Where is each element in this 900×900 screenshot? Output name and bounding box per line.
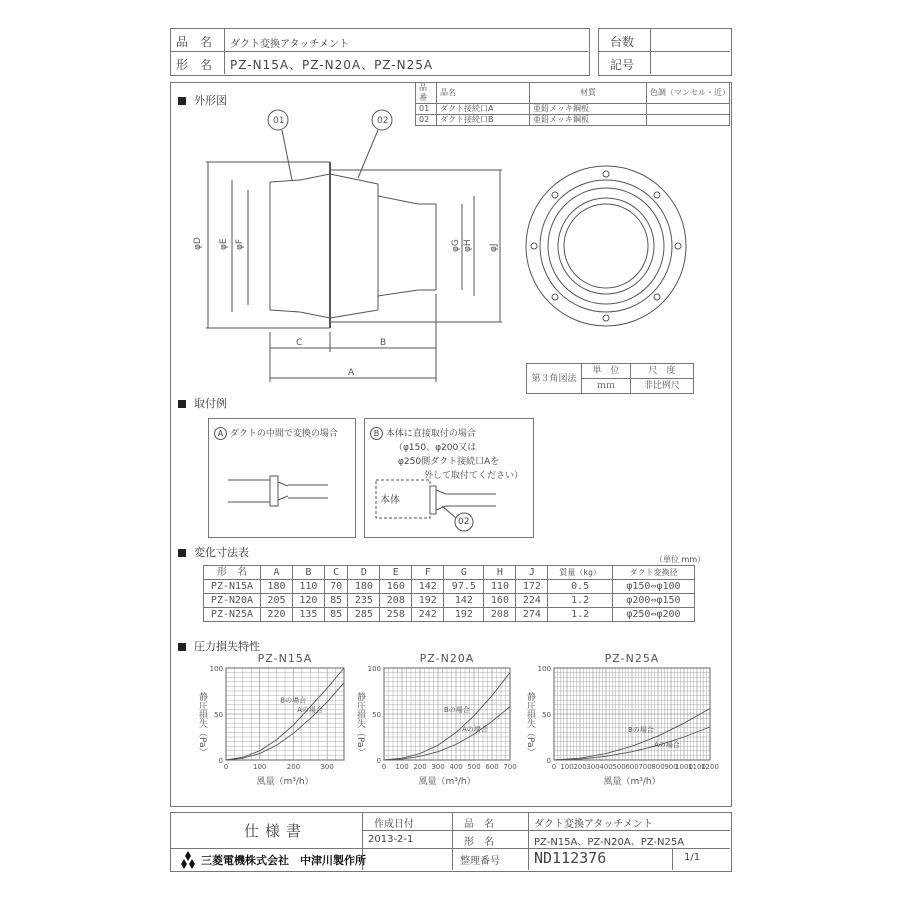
dim-header-cell: H (484, 566, 516, 580)
part01-taper-top (300, 174, 330, 180)
mounting-a-title (214, 426, 338, 440)
x-tick-label: 600 (485, 763, 499, 771)
dim-cell: 97.5 (444, 580, 484, 594)
x-axis-label: 風量（m³/h） (418, 777, 476, 787)
daisu-label: 台数 (610, 35, 635, 49)
body-label: 本体 (380, 495, 400, 506)
dim-cell: 220 (261, 608, 293, 622)
mounting-b-drawing (364, 478, 532, 534)
series-label: Bの場合 (628, 726, 654, 735)
dim-header-cell: C (324, 566, 348, 580)
header-divider-v (224, 28, 225, 74)
chart-title: PZ-N25A (604, 652, 660, 665)
dim-cell: 85 (324, 594, 348, 608)
front-outer (526, 166, 686, 326)
dim-cell: 205 (261, 594, 293, 608)
adapter-flange (270, 476, 278, 506)
dim-row (204, 594, 695, 608)
dim-cell: 242 (412, 608, 444, 622)
bolt-hole (603, 171, 609, 177)
dimension-table (203, 565, 695, 622)
bolt-hole (675, 243, 681, 249)
dim-cell: 192 (412, 594, 444, 608)
katamei-value: PZ-N15A、PZ-N20A、PZ-N25A (230, 58, 434, 72)
dim-cell: 110 (484, 580, 516, 594)
parts-header-cell: 色調（マンセル・近） (647, 83, 730, 104)
footer-seiri-label: 整理番号 (460, 856, 500, 867)
x-tick-label: 100 (253, 763, 267, 771)
dim-cell: 180 (348, 580, 380, 594)
dim-cell: PZ-N25A (204, 608, 261, 622)
y-tick-label: 50 (542, 711, 551, 719)
outline-drawing (170, 100, 730, 400)
front-spigot-outer (558, 198, 654, 294)
footer-katamei-label: 形 名 (464, 837, 494, 848)
part01-bottom (270, 310, 300, 312)
dim-cell: 1.2 (548, 594, 613, 608)
section-pressure: 圧力損失特性 (178, 638, 260, 654)
x-tick-label: 200 (573, 763, 587, 771)
dim-g-label: φG (451, 239, 461, 252)
x-axis-label: 風量（m³/h） (603, 777, 661, 787)
dim-header-cell: D (348, 566, 380, 580)
front-flange (540, 180, 672, 312)
x-tick-label: 1000 (675, 763, 693, 771)
company-name: 三菱電機株式会社 中津川製作所 (201, 854, 366, 867)
footer-hinmei-value: ダクト変換アタッチメント (534, 819, 653, 830)
series-label: Bの場合 (280, 696, 307, 705)
dim-header-cell: 形 名 (204, 566, 261, 580)
x-tick-label: 500 (467, 763, 481, 771)
y-axis-label: 静圧損失（Pa） (355, 692, 365, 757)
dim-h-label: φH (463, 239, 473, 252)
x-tick-label: 800 (651, 763, 665, 771)
front-ring (548, 188, 664, 304)
footer-divider (452, 830, 730, 831)
x-tick-label: 400 (599, 763, 613, 771)
unit-value: ｍｍ (582, 379, 631, 394)
front-spigot-inner (564, 204, 648, 288)
dim-cell: 135 (292, 608, 324, 622)
company-logo (178, 851, 198, 873)
dim-header-cell: A (261, 566, 293, 580)
dim-row (204, 608, 695, 622)
adapter-cone (436, 490, 446, 494)
dim-cell: φ200⇔φ150 (612, 594, 694, 608)
dim-cell: 85 (324, 608, 348, 622)
footer-divider (170, 848, 730, 849)
x-tick-label: 100 (395, 763, 409, 771)
dim-cell: 120 (292, 594, 324, 608)
dim-header-cell: 質量（kg） (548, 566, 613, 580)
dim-cell: 160 (380, 580, 412, 594)
callout-01-leader (282, 130, 292, 180)
adapter-cone (278, 496, 288, 500)
parts-cell: ダクト接続口A (437, 104, 530, 115)
dim-cell: 208 (380, 594, 412, 608)
y-tick-label: 0 (376, 757, 381, 765)
dim-header-cell: G (444, 566, 484, 580)
x-axis-label: 風量（m³/h） (256, 777, 314, 787)
header-divider (170, 51, 588, 52)
dim-j-label: φJ (489, 243, 499, 252)
x-tick-label: 900 (664, 763, 678, 771)
x-tick-label: 700 (503, 763, 517, 771)
x-tick-label: 1200 (701, 763, 719, 771)
three-diamonds-logo (178, 851, 198, 869)
x-tick-label: 600 (625, 763, 639, 771)
dim-cell: 160 (484, 594, 516, 608)
callout-02-leader (358, 130, 378, 178)
kigo-label: 記号 (610, 58, 635, 72)
section-mounting: 取付例 (178, 395, 227, 411)
dim-cell: 224 (516, 594, 548, 608)
dim-cell: 110 (292, 580, 324, 594)
mounting-a-text: ダクトの中間で変換の場合 (229, 429, 338, 439)
x-tick-label: 300 (320, 763, 334, 771)
bolt-hole (654, 192, 660, 198)
count-divider-v (650, 28, 651, 74)
dim-cell: 1.2 (548, 608, 613, 622)
bolt-hole (552, 294, 558, 300)
dim-cell: PZ-N20A (204, 594, 261, 608)
dim-header-cell: ダクト変換径 (612, 566, 694, 580)
pressure-charts (170, 648, 730, 798)
footer-date-label: 作成日付 (374, 819, 414, 830)
dim-cell: 180 (261, 580, 293, 594)
y-tick-label: 100 (537, 665, 551, 673)
dim-cell: 235 (348, 594, 380, 608)
x-tick-label: 0 (551, 763, 557, 771)
mounting-callout: 02 (458, 517, 470, 527)
x-tick-label: 100 (560, 763, 574, 771)
y-tick-label: 0 (546, 757, 551, 765)
neck-bottom (378, 290, 418, 296)
count-divider (598, 51, 730, 52)
bolt-hole (552, 192, 558, 198)
cone-bottom (330, 310, 378, 318)
dim-cell: 172 (516, 580, 548, 594)
x-tick-label: 200 (286, 763, 301, 771)
dim-f-label: φF (235, 238, 245, 250)
parts-cell: 01 (416, 104, 437, 115)
unit-table (526, 363, 694, 394)
callout-01-text: 01 (273, 116, 285, 126)
hinmei-label: 品 名 (176, 35, 213, 49)
mounting-b-line: φ250側ダクト接続口Aを (398, 457, 500, 467)
dim-e-label: φE (219, 238, 229, 250)
adapter-flange (430, 486, 436, 514)
x-tick-label: 500 (612, 763, 626, 771)
y-tick-label: 50 (372, 711, 381, 719)
mounting-a-drawing (208, 470, 354, 510)
series-label: Aの場合 (297, 706, 323, 715)
adapter-cone (278, 482, 288, 486)
y-tick-label: 50 (214, 711, 223, 719)
y-tick-label: 0 (218, 757, 223, 765)
footer-page: 1/1 (684, 852, 701, 863)
dim-d-label: φD (193, 237, 203, 250)
mounting-b-mark: B (370, 427, 383, 440)
x-tick-label: 300 (586, 763, 600, 771)
y-tick-label: 100 (209, 665, 223, 673)
part01-taper-bottom (300, 312, 330, 318)
dim-a-label: A (348, 368, 355, 378)
x-tick-label: 200 (413, 763, 427, 771)
series-label: Aの場合 (462, 725, 488, 734)
footer-seiri-value: ND112376 (534, 849, 607, 867)
footer-date-value: 2013-2-1 (368, 834, 414, 845)
parts-cell: 02 (416, 115, 437, 126)
hinmei-value: ダクト変換アタッチメント (230, 39, 349, 50)
parts-cell: 亜鉛メッキ鋼板 (530, 104, 647, 115)
series-label: Bの場合 (444, 705, 470, 714)
dim-header-cell: B (292, 566, 324, 580)
mounting-b-line (370, 426, 476, 440)
dim-header-row (204, 566, 695, 580)
dim-cell: 192 (444, 608, 484, 622)
mounting-b-text: 本体に直接取付の場合 (385, 429, 476, 439)
mounting-a-mark: A (214, 427, 227, 440)
katamei-label: 形 名 (176, 58, 213, 72)
y-axis-label: 静圧損失（Pa） (525, 692, 535, 757)
dim-cell: 274 (516, 608, 548, 622)
dim-unit: （単位 mm） (655, 555, 706, 564)
section-dimensions: 変化寸法表 (178, 544, 249, 560)
chart-title: PZ-N15A (257, 652, 313, 665)
x-tick-label: 0 (223, 763, 229, 771)
footer-hinmei-label: 品 名 (464, 819, 494, 830)
series-label: Aの場合 (654, 741, 680, 749)
parts-cell: 亜鉛メッキ鋼板 (530, 115, 647, 126)
dim-cell: 208 (484, 608, 516, 622)
dim-header-cell: J (516, 566, 548, 580)
callout-leader (442, 506, 456, 518)
dim-cell: 70 (324, 580, 348, 594)
parts-header-cell: 材質 (530, 83, 647, 104)
dim-cell: PZ-N15A (204, 580, 261, 594)
unit-label: 単 位 (582, 364, 631, 379)
chart-title: PZ-N20A (419, 652, 475, 665)
dim-cell: 142 (412, 580, 444, 594)
dim-row (204, 580, 695, 594)
bolt-hole (603, 315, 609, 321)
parts-cell: ダクト接続口B (437, 115, 530, 126)
footer-divider (452, 812, 453, 870)
x-tick-label: 700 (638, 763, 652, 771)
dim-c-label: C (296, 338, 303, 348)
dim-header-cell: F (412, 566, 444, 580)
footer-katamei-value: PZ-N15A、PZ-N20A、PZ-N25A (534, 837, 685, 848)
dim-cell: 285 (348, 608, 380, 622)
dim-cell: 142 (444, 594, 484, 608)
callout-02-text: 02 (377, 116, 389, 126)
x-tick-label: 0 (381, 763, 387, 771)
bolt-hole (531, 243, 537, 249)
x-tick-label: 400 (449, 763, 463, 771)
dim-header-cell: E (380, 566, 412, 580)
section-outline: 外形図 (178, 92, 227, 108)
dim-cell: φ150⇔φ100 (612, 580, 694, 594)
scale-value: 非比例尺 (630, 379, 693, 394)
y-axis-label: 静圧損失（Pa） (197, 692, 207, 757)
parts-header-cell: 品番 (416, 83, 437, 104)
footer-divider (528, 812, 529, 870)
mounting-b-line: （φ150、φ200又は (394, 443, 477, 453)
part01-top (270, 180, 300, 182)
x-tick-label: 1100 (688, 763, 706, 771)
scale-label: 尺 度 (630, 364, 693, 379)
footer-title: 仕様書 (244, 822, 308, 840)
unit-row (527, 364, 694, 379)
footer-divider (672, 848, 673, 870)
bolt-hole (654, 294, 660, 300)
projection-cell: 第３角図法 (527, 364, 582, 394)
footer-divider (362, 830, 452, 831)
parts-header-cell: 品名 (437, 83, 530, 104)
y-tick-label: 100 (367, 665, 381, 673)
dim-cell: φ250⇔φ200 (612, 608, 694, 622)
cone-top (330, 174, 378, 184)
dim-cell: 258 (380, 608, 412, 622)
neck-top (378, 196, 418, 204)
dim-cell: 0.5 (548, 580, 613, 594)
x-tick-label: 300 (431, 763, 445, 771)
dim-b-label: B (380, 338, 387, 348)
mounting-b-line: 外して取付てください） (424, 471, 524, 481)
